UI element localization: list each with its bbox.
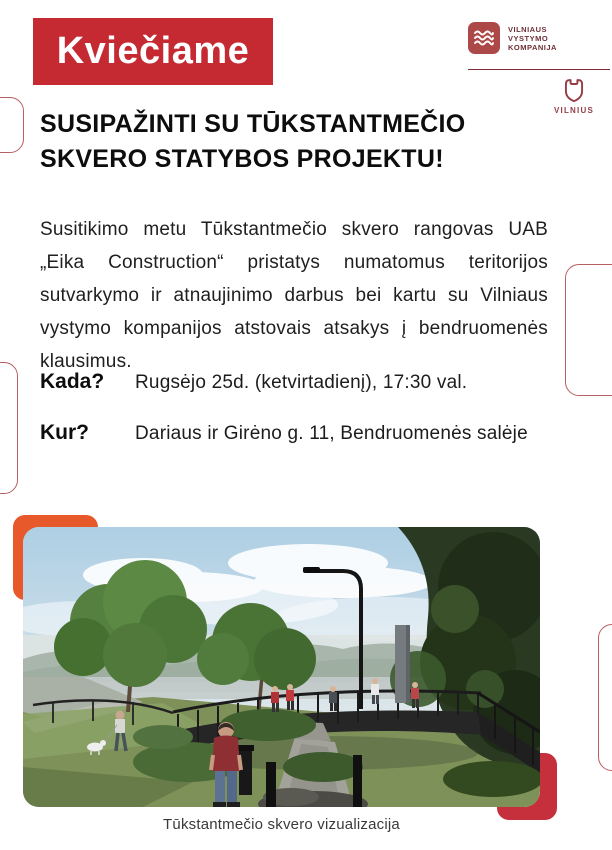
concrete-pillar <box>395 625 410 703</box>
when-label: Kada? <box>40 370 105 393</box>
right-outline-pill-bottom <box>598 624 612 771</box>
left-outline-pill-middle <box>0 362 18 494</box>
detail-row-where <box>40 421 580 445</box>
headline <box>40 107 570 177</box>
detail-row-when <box>40 370 580 394</box>
vvk-logo-line3: KOMPANIJA <box>508 43 557 52</box>
left-outline-pill-top <box>0 97 24 153</box>
headline-line2: SKVERO STATYBOS PROJEKTU! <box>40 145 444 173</box>
when-value: Rugsėjo 25d. (ketvirtadienį), 17:30 val. <box>135 372 468 393</box>
park-render-illustration <box>23 527 540 807</box>
where-label: Kur? <box>40 421 89 444</box>
waves-icon <box>468 22 500 54</box>
event-details <box>40 370 580 472</box>
vilnius-logo-label: VILNIUS <box>554 106 594 115</box>
skvero-visualization-image <box>23 527 540 807</box>
vvk-logo-line1: VILNIAUS <box>508 25 548 34</box>
vilnius-crest-icon <box>561 76 587 104</box>
vvk-logo <box>468 22 557 54</box>
logo-divider <box>468 69 610 70</box>
vvk-logo-line2: VYSTYMO <box>508 34 549 43</box>
body-paragraph: Susitikimo metu Tūkstantmečio skvero rangovas UAB „Eika Construction“ pristatys numatomus teritorijos sutvarkymo ir atnaujinimo darbus bei kartu su Vilniaus vystymo kompanijos atstovais atsakys į bendruomenės klausimus. <box>40 219 548 372</box>
invitation-banner-label: Kviečiame <box>56 30 250 72</box>
where-value: Dariaus ir Girėno g. 11, Bendruomenės salėje <box>135 423 528 444</box>
image-caption: Tūkstantmečio skvero vizualizacija <box>163 816 400 833</box>
invitation-banner <box>33 18 273 85</box>
headline-line1: SUSIPAŽINTI SU TŪKSTANTMEČIO <box>40 110 466 138</box>
vvk-logo-text <box>508 22 557 52</box>
